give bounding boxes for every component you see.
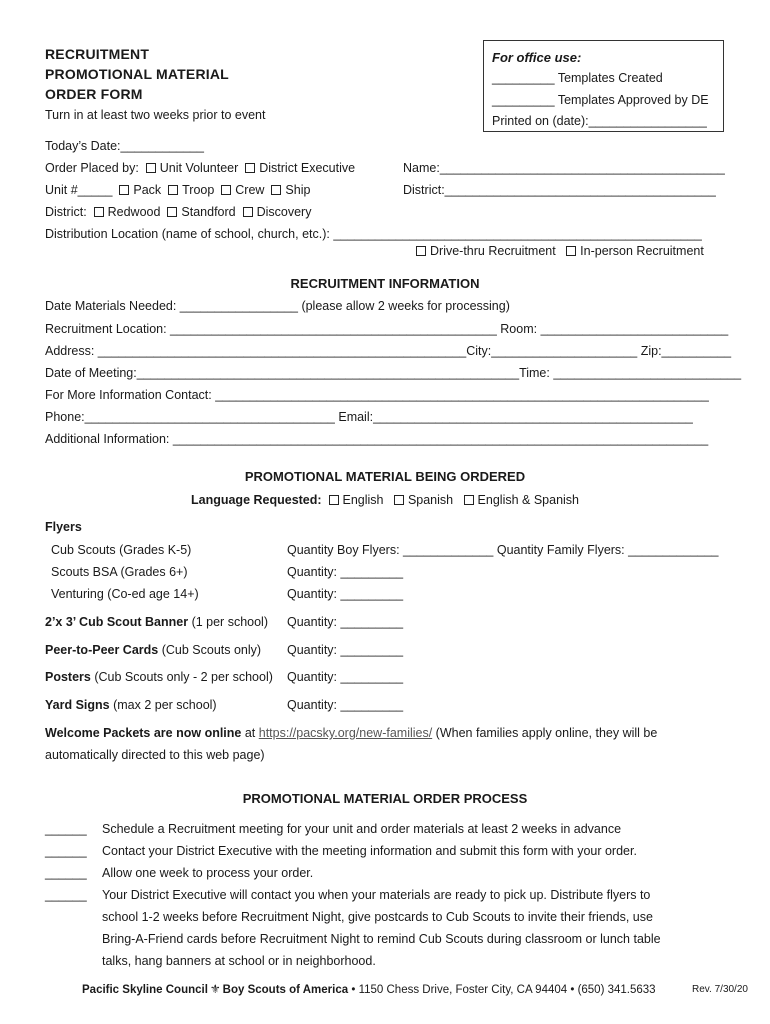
- in-person-checkbox[interactable]: [566, 246, 576, 256]
- district-label: District:: [45, 205, 87, 219]
- redwood-label: Redwood: [107, 205, 161, 219]
- english-checkbox[interactable]: [329, 495, 339, 505]
- cards-note: (Cub Scouts only): [158, 643, 262, 657]
- english-spanish-label: English & Spanish: [477, 493, 579, 507]
- welcome-packets-line: [45, 722, 657, 744]
- step-4-blank[interactable]: ______: [45, 888, 87, 902]
- welcome-packets-label: Welcome Packets are now online: [45, 726, 242, 740]
- flyer-venturing: Venturing (Co-ed age 14+): [51, 587, 199, 601]
- english-spanish-checkbox[interactable]: [464, 495, 474, 505]
- step-2-text: Contact your District Executive with the meeting information and submit this form with your order.: [102, 844, 637, 858]
- flyer-scouts-bsa-qty[interactable]: Quantity: _________: [287, 565, 404, 579]
- posters-qty[interactable]: Quantity: _________: [287, 670, 404, 684]
- step-3-blank[interactable]: ______: [45, 866, 87, 880]
- cards-qty[interactable]: Quantity: _________: [287, 643, 404, 657]
- printed-on-field[interactable]: Printed on (date):_________________: [492, 114, 707, 128]
- district-executive-checkbox[interactable]: [245, 163, 255, 173]
- step-4-text-line3: Bring-A-Friend cards before Recruitment Night to remind Cub Scouts during classroom or lunch table: [102, 932, 661, 946]
- drive-thru-checkbox[interactable]: [416, 246, 426, 256]
- step-2-blank[interactable]: ______: [45, 844, 87, 858]
- step-1-text: Schedule a Recruitment meeting for your unit and order materials at least 2 weeks in advance: [102, 822, 622, 836]
- process-step-4: [45, 884, 650, 906]
- recruitment-location-field[interactable]: Recruitment Location: _______________________________________________ Room: ___________________________: [45, 322, 729, 336]
- language-row: [0, 489, 770, 511]
- troop-checkbox[interactable]: [168, 185, 178, 195]
- flyers-heading: Flyers: [45, 520, 82, 534]
- standford-checkbox[interactable]: [167, 207, 177, 217]
- footer: [82, 982, 656, 996]
- yard-signs-note: (max 2 per school): [109, 698, 217, 712]
- additional-info-field[interactable]: Additional Information: _____________________________________________________________________________: [45, 432, 709, 446]
- phone-email-field[interactable]: Phone:____________________________________ Email:______________________________________________: [45, 410, 693, 424]
- step-4-text-line4: talks, hang banners at school or in neighborhood.: [102, 954, 376, 968]
- pack-checkbox[interactable]: [119, 185, 129, 195]
- unit-row: [45, 179, 310, 201]
- date-of-meeting-field[interactable]: Date of Meeting:_______________________________________________________Time: ___________________________: [45, 366, 742, 380]
- process-step-1: [45, 818, 621, 840]
- welcome-note-line2: automatically directed to this web page): [45, 748, 265, 762]
- yard-signs-label: Yard Signs: [45, 698, 110, 712]
- fleur-de-lis-icon: ⚜: [209, 982, 221, 996]
- recruitment-info-heading: RECRUITMENT INFORMATION: [290, 276, 480, 291]
- spanish-label: Spanish: [407, 493, 454, 507]
- form-title-line3: ORDER FORM: [45, 86, 143, 102]
- redwood-checkbox[interactable]: [94, 207, 104, 217]
- flyer-scouts-bsa: Scouts BSA (Grades 6+): [51, 565, 188, 579]
- order-placed-by-row: [45, 157, 355, 179]
- flyer-venturing-qty[interactable]: Quantity: _________: [287, 587, 404, 601]
- unit-volunteer-label: Unit Volunteer: [159, 161, 239, 175]
- banner-item: [45, 611, 268, 633]
- cards-item: [45, 639, 261, 661]
- standford-label: Standford: [181, 205, 236, 219]
- yard-signs-item: [45, 694, 217, 716]
- distribution-location-field[interactable]: Distribution Location (name of school, church, etc.): _____________________________________________________: [45, 227, 702, 241]
- welcome-at: at: [241, 726, 259, 740]
- process-step-3: [45, 862, 313, 884]
- form-title-line2: PROMOTIONAL MATERIAL: [45, 66, 229, 82]
- recruitment-type-row: [416, 240, 704, 262]
- form-subtitle: Turn in at least two weeks prior to event: [45, 108, 266, 122]
- flyer-cub-scouts-qty[interactable]: Quantity Boy Flyers: _____________ Quantity Family Flyers: _____________: [287, 543, 719, 557]
- promotional-heading: PROMOTIONAL MATERIAL BEING ORDERED: [244, 469, 526, 484]
- step-4-text-line2: school 1-2 weeks before Recruitment Night, give postcards to Cub Scouts to invite their friends, use: [102, 910, 653, 924]
- discovery-label: Discovery: [256, 205, 312, 219]
- organization-name: Boy Scouts of America: [222, 984, 349, 996]
- office-use-box: [483, 40, 724, 132]
- banner-label: 2’x 3’ Cub Scout Banner: [45, 615, 189, 629]
- district-executive-label: District Executive: [259, 161, 356, 175]
- council-address: • 1150 Chess Drive, Foster City, CA 94404 • (650) 341.5633: [351, 984, 656, 996]
- language-label: Language Requested:: [190, 493, 322, 507]
- district-row: [45, 201, 311, 223]
- form-title-line1: RECRUITMENT: [45, 46, 150, 62]
- templates-approved-field[interactable]: _________ Templates Approved by DE: [492, 92, 709, 107]
- drive-thru-label: Drive-thru Recruitment: [430, 244, 556, 258]
- posters-note: (Cub Scouts only - 2 per school): [90, 670, 273, 684]
- date-materials-needed-field[interactable]: Date Materials Needed: _________________ (please allow 2 weeks for processing): [45, 299, 510, 313]
- step-1-blank[interactable]: ______: [45, 822, 87, 836]
- banner-qty[interactable]: Quantity: _________: [287, 615, 404, 629]
- revision-date: Rev. 7/30/20: [692, 984, 748, 995]
- process-step-2: [45, 840, 637, 862]
- english-label: English: [342, 493, 384, 507]
- crew-label: Crew: [235, 183, 265, 197]
- banner-note: (1 per school): [188, 615, 268, 629]
- crew-checkbox[interactable]: [221, 185, 231, 195]
- address-field[interactable]: Address: _____________________________________________________City:_____________________ Zip:__________: [45, 344, 732, 358]
- cards-label: Peer-to-Peer Cards: [45, 643, 159, 657]
- contact-field[interactable]: For More Information Contact: _______________________________________________________________________: [45, 388, 709, 402]
- step-4-text-line1: Your District Executive will contact you when your materials are ready to pick up. Distribute flyers to: [102, 888, 651, 902]
- order-placed-by-label: Order Placed by:: [45, 161, 139, 175]
- posters-label: Posters: [45, 670, 91, 684]
- yard-signs-qty[interactable]: Quantity: _________: [287, 698, 404, 712]
- ship-checkbox[interactable]: [271, 185, 281, 195]
- welcome-note: (When families apply online, they will be: [432, 726, 658, 740]
- discovery-checkbox[interactable]: [243, 207, 253, 217]
- pack-label: Pack: [133, 183, 162, 197]
- district-name-field[interactable]: District:_______________________________________: [403, 183, 716, 197]
- spanish-checkbox[interactable]: [394, 495, 404, 505]
- ship-label: Ship: [285, 183, 311, 197]
- in-person-label: In-person Recruitment: [580, 244, 704, 258]
- step-3-text: Allow one week to process your order.: [102, 866, 314, 880]
- unit-number-field[interactable]: Unit #_____: [45, 183, 113, 197]
- process-heading: PROMOTIONAL MATERIAL ORDER PROCESS: [242, 791, 528, 806]
- office-use-heading: For office use:: [492, 50, 582, 65]
- templates-created-field[interactable]: _________ Templates Created: [492, 71, 663, 85]
- new-families-link[interactable]: https://pacsky.org/new-families/: [258, 726, 433, 740]
- troop-label: Troop: [182, 183, 215, 197]
- name-field[interactable]: Name:_________________________________________: [403, 161, 725, 175]
- todays-date-field[interactable]: Today’s Date:____________: [45, 139, 204, 153]
- flyer-cub-scouts: Cub Scouts (Grades K-5): [51, 543, 192, 557]
- unit-volunteer-checkbox[interactable]: [146, 163, 156, 173]
- council-name: Pacific Skyline Council: [82, 984, 208, 996]
- posters-item: [45, 666, 273, 688]
